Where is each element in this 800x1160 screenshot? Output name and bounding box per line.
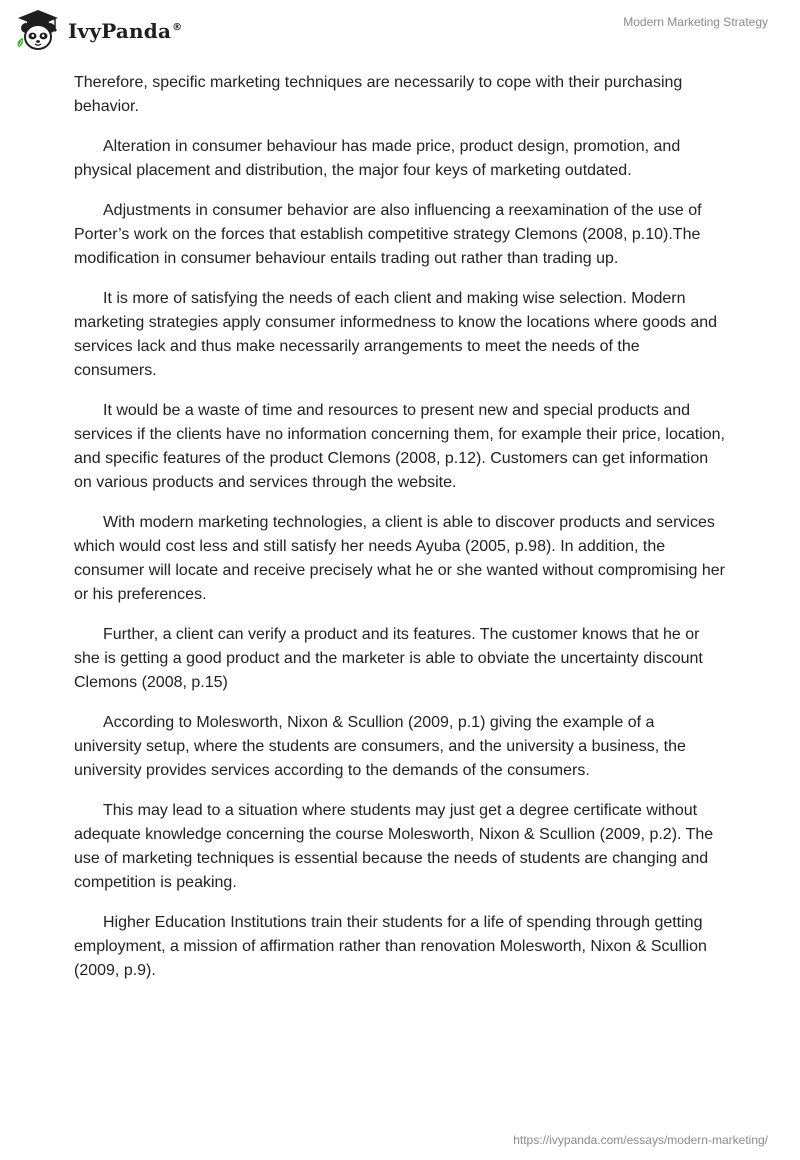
paragraph: It would be a waste of time and resources to present new and special products and services if the clients have no information concerning them, for example their price, location, and specific features of the product Clemons (2008, p.12). Customers can get information on various products and services through the website. [74, 402, 725, 491]
logo-wordmark [68, 19, 182, 43]
source-url[interactable]: https://ivypanda.com/essays/modern-marketing/ [513, 1133, 768, 1147]
paragraph: Further, a client can verify a product and its features. The customer knows that he or she is getting a good product and the marketer is able to obviate the uncertainty discount Clemons (2008, p.15) [74, 626, 703, 691]
registered-mark: ® [172, 22, 183, 34]
paragraph: It is more of satisfying the needs of each client and making wise selection. Modern marketing strategies apply consumer informedness to know the locations where goods and services lack and thus make necessarily arrangements to meet the needs of the consumers. [74, 290, 718, 379]
paragraph: Higher Education Institutions train their students for a life of spending through getting employment, a mission of affirmation rather than renovation Molesworth, Nixon & Scullion (2009, p.9). [74, 914, 707, 979]
essay-body [74, 71, 726, 999]
paragraph: Therefore, specific marketing techniques are necessarily to cope with their purchasing behavior. [74, 74, 683, 115]
paragraph: Adjustments in consumer behavior are also influencing a reexamination of the use of Porter’s work on the forces that establish competitive strategy Clemons (2008, p.10).The modification in consumer behaviour entails trading out rather than trading up. [74, 202, 702, 267]
page-header [0, 0, 800, 60]
paragraph: According to Molesworth, Nixon & Scullion (2009, p.1) giving the example of a university setup, where the students are consumers, and the university a business, the university provides services according to the demands of the consumers. [74, 714, 686, 779]
logo-name: IvyPanda [68, 19, 172, 43]
document-title: Modern Marketing Strategy [623, 15, 768, 29]
paragraph: With modern marketing technologies, a client is able to discover products and services which would cost less and still satisfy her needs Ayuba (2005, p.98). In addition, the consumer will locate and receive precisely what he or she wanted without compromising her or his preferences. [74, 514, 725, 603]
ivypanda-logo[interactable] [14, 8, 182, 52]
panda-graduation-cap-icon [14, 8, 62, 52]
paragraph: This may lead to a situation where students may just get a degree certificate without adequate knowledge concerning the course Molesworth, Nixon & Scullion (2009, p.2). The use of marketing techniques is essential because the needs of students are changing and competition is peaking. [74, 802, 714, 891]
paragraph: Alteration in consumer behaviour has made price, product design, promotion, and physical placement and distribution, the major four keys of marketing outdated. [74, 138, 681, 179]
